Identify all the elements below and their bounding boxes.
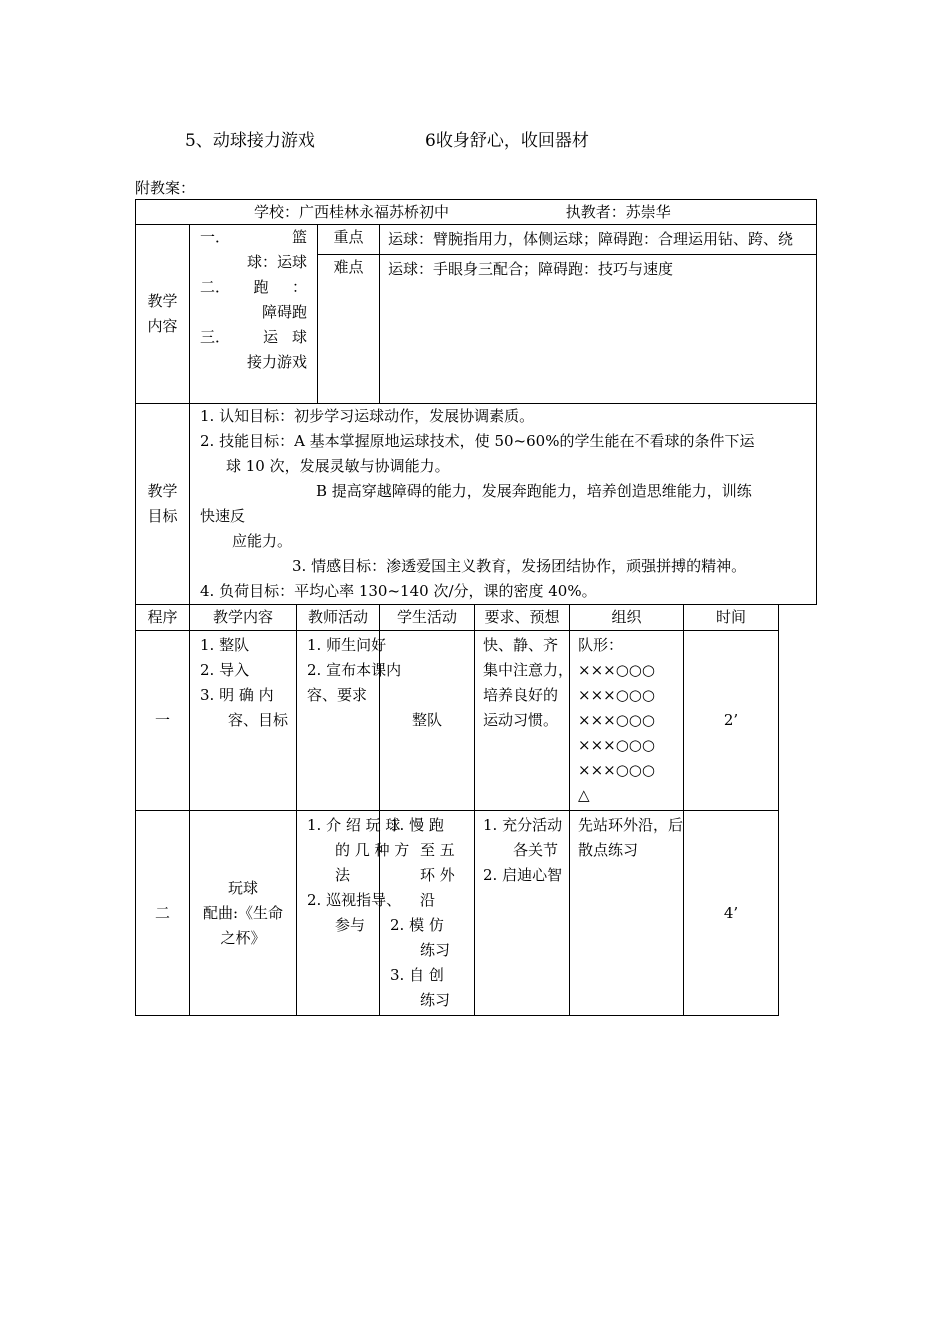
difficulty-text: 运球：手眼身三配合；障碍跑：技巧与速度	[380, 255, 817, 404]
row-teacher: 1. 介 绍 玩 球 的 几 种 方 法 2. 巡视指导、 参与	[297, 811, 380, 1016]
top-item-5: 5、动球接力游戏	[185, 131, 315, 151]
key-text: 运球：臂腕指用力，体侧运球；障碍跑：合理运用钻、跨、绕	[380, 225, 817, 255]
key-label: 重点	[318, 225, 380, 255]
column-header: 时间	[684, 605, 779, 631]
row-organization: 先站环外沿，后 散点练习	[570, 811, 684, 1016]
row-time: 4’	[684, 811, 779, 1016]
content-label: 教学 内容	[136, 225, 190, 404]
content-items: 一． 篮 球：运球 二． 跑 ： 障碍跑 三． 运 球 接力游戏	[190, 225, 318, 404]
table-row	[136, 631, 817, 811]
difficulty-label: 难点	[318, 255, 380, 404]
column-header: 程序	[136, 605, 190, 631]
row-time: 2’	[684, 631, 779, 811]
teacher-name: 执教者：苏崇华	[565, 202, 671, 221]
lesson-plan-table	[135, 199, 817, 1016]
row-requirement: 1. 充分活动 各关节 2. 启迪心智	[475, 811, 570, 1016]
row-organization: 队形： ×××○○○ ×××○○○ ×××○○○ ×××○○○ ×××○○○ △	[570, 631, 684, 811]
school-name: 学校：广西桂林永福苏桥初中	[254, 202, 450, 221]
row-step: 一	[136, 631, 190, 811]
goals-label: 教学 目标	[136, 404, 190, 605]
column-header: 教学内容	[190, 605, 297, 631]
row-student: 1. 慢 跑 至 五 环 外 沿 2. 模 仿 练习 3. 自 创 练习	[380, 811, 475, 1016]
row-teacher: 1. 师生问好 2. 宣布本课内 容、要求	[297, 631, 380, 811]
row-requirement: 快、静、齐 集中注意力， 培养良好的 运动习惯。	[475, 631, 570, 811]
table-row	[136, 811, 817, 1016]
row-step: 二	[136, 811, 190, 1016]
column-header: 组织	[570, 605, 684, 631]
top-item-6: 6收身舒心，收回器材	[425, 131, 589, 151]
goals-text: 1. 认知目标：初步学习运球动作，发展协调素质。 2. 技能目标：A 基本掌握原地运球技术，使 50~60%的学生能在不看球的条件下运 球 10 次，发展灵敏与协调能力。 B 提高穿越障碍的能力，发展奔跑能力，培养创造思维能力，训练 快速反 应能力。 3. 情感目标：渗透爱国主义教育，发扬团结协作，顽强拼搏的精神。 4. 负荷目标：平均心率 130~140 次/分，课的密度 40%。	[190, 404, 817, 605]
row-content: 1. 整队 2. 导入 3. 明 确 内 容、目标	[190, 631, 297, 811]
row-student: 整队	[380, 631, 475, 811]
column-header-row	[136, 605, 817, 631]
table-header-row	[136, 200, 817, 225]
column-header: 学生活动	[380, 605, 475, 631]
column-header: 要求、预想	[475, 605, 570, 631]
appendix-label: 附教案：	[135, 179, 196, 197]
row-content: 玩球 配曲:《生命 之杯》	[190, 811, 297, 1016]
column-header: 教师活动	[297, 605, 380, 631]
